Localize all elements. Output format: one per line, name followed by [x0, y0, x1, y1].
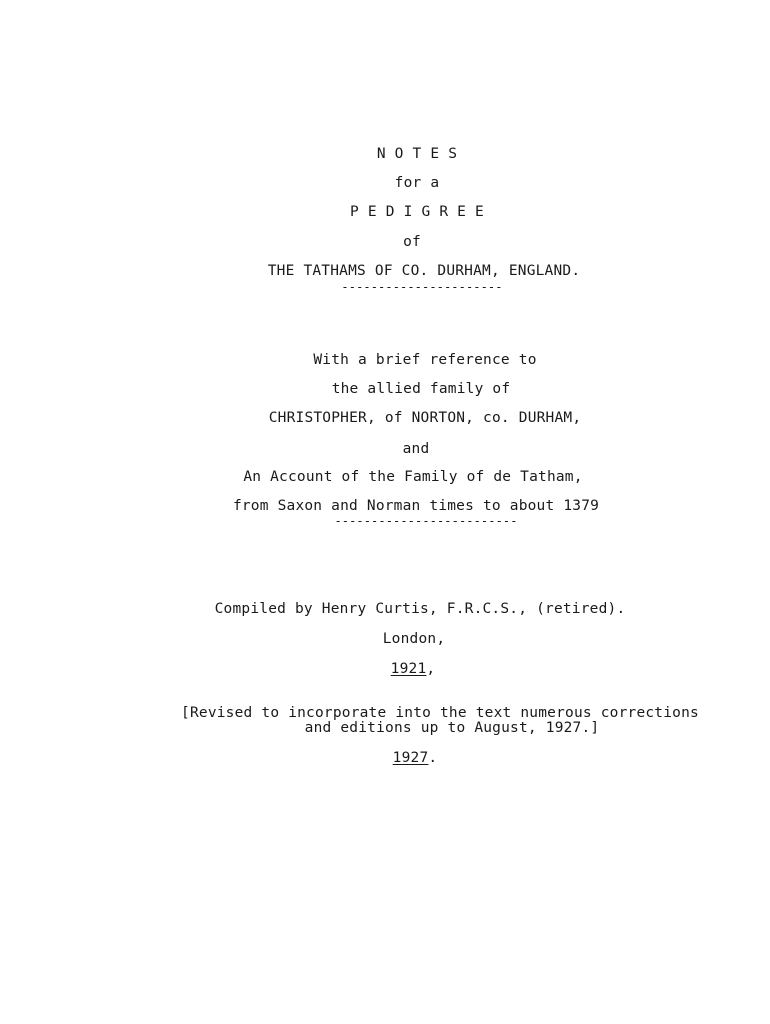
compiler-line: Compiled by Henry Curtis, F.R.C.S., (retired).	[214, 601, 626, 617]
year-1921-digits: 1921	[390, 661, 427, 677]
year-1927-punct: .	[428, 750, 438, 766]
subtitle-line-4: and	[402, 441, 430, 457]
year-1921-punct: ,	[426, 661, 436, 677]
heading-family: THE TATHAMS OF CO. DURHAM, ENGLAND.	[267, 263, 581, 279]
subtitle-line-6: from Saxon and Norman times to about 1379	[232, 498, 600, 514]
heading-of: of	[403, 234, 421, 250]
year-1927-digits: 1927	[392, 750, 429, 766]
heading-notes: N O T E S	[376, 146, 458, 162]
divider-rule-1: ----------------------	[341, 280, 503, 294]
heading-for-a: for a	[394, 175, 440, 191]
year-1921	[391, 660, 436, 678]
heading-pedigree: P E D I G R E E	[350, 204, 484, 220]
year-1927	[393, 749, 438, 767]
subtitle-line-2: the allied family of	[331, 381, 511, 397]
revised-line-2: and editions up to August, 1927.]	[304, 720, 600, 736]
revised-line-1: [Revised to incorporate into the text numerous corrections	[181, 705, 699, 721]
subtitle-line-1: With a brief reference to	[313, 352, 537, 368]
divider-rule-2: -------------------------	[334, 514, 518, 528]
place-line: London,	[382, 631, 446, 647]
subtitle-line-3: CHRISTOPHER, of NORTON, co. DURHAM,	[268, 410, 582, 426]
subtitle-line-5: An Account of the Family of de Tatham,	[243, 469, 583, 485]
